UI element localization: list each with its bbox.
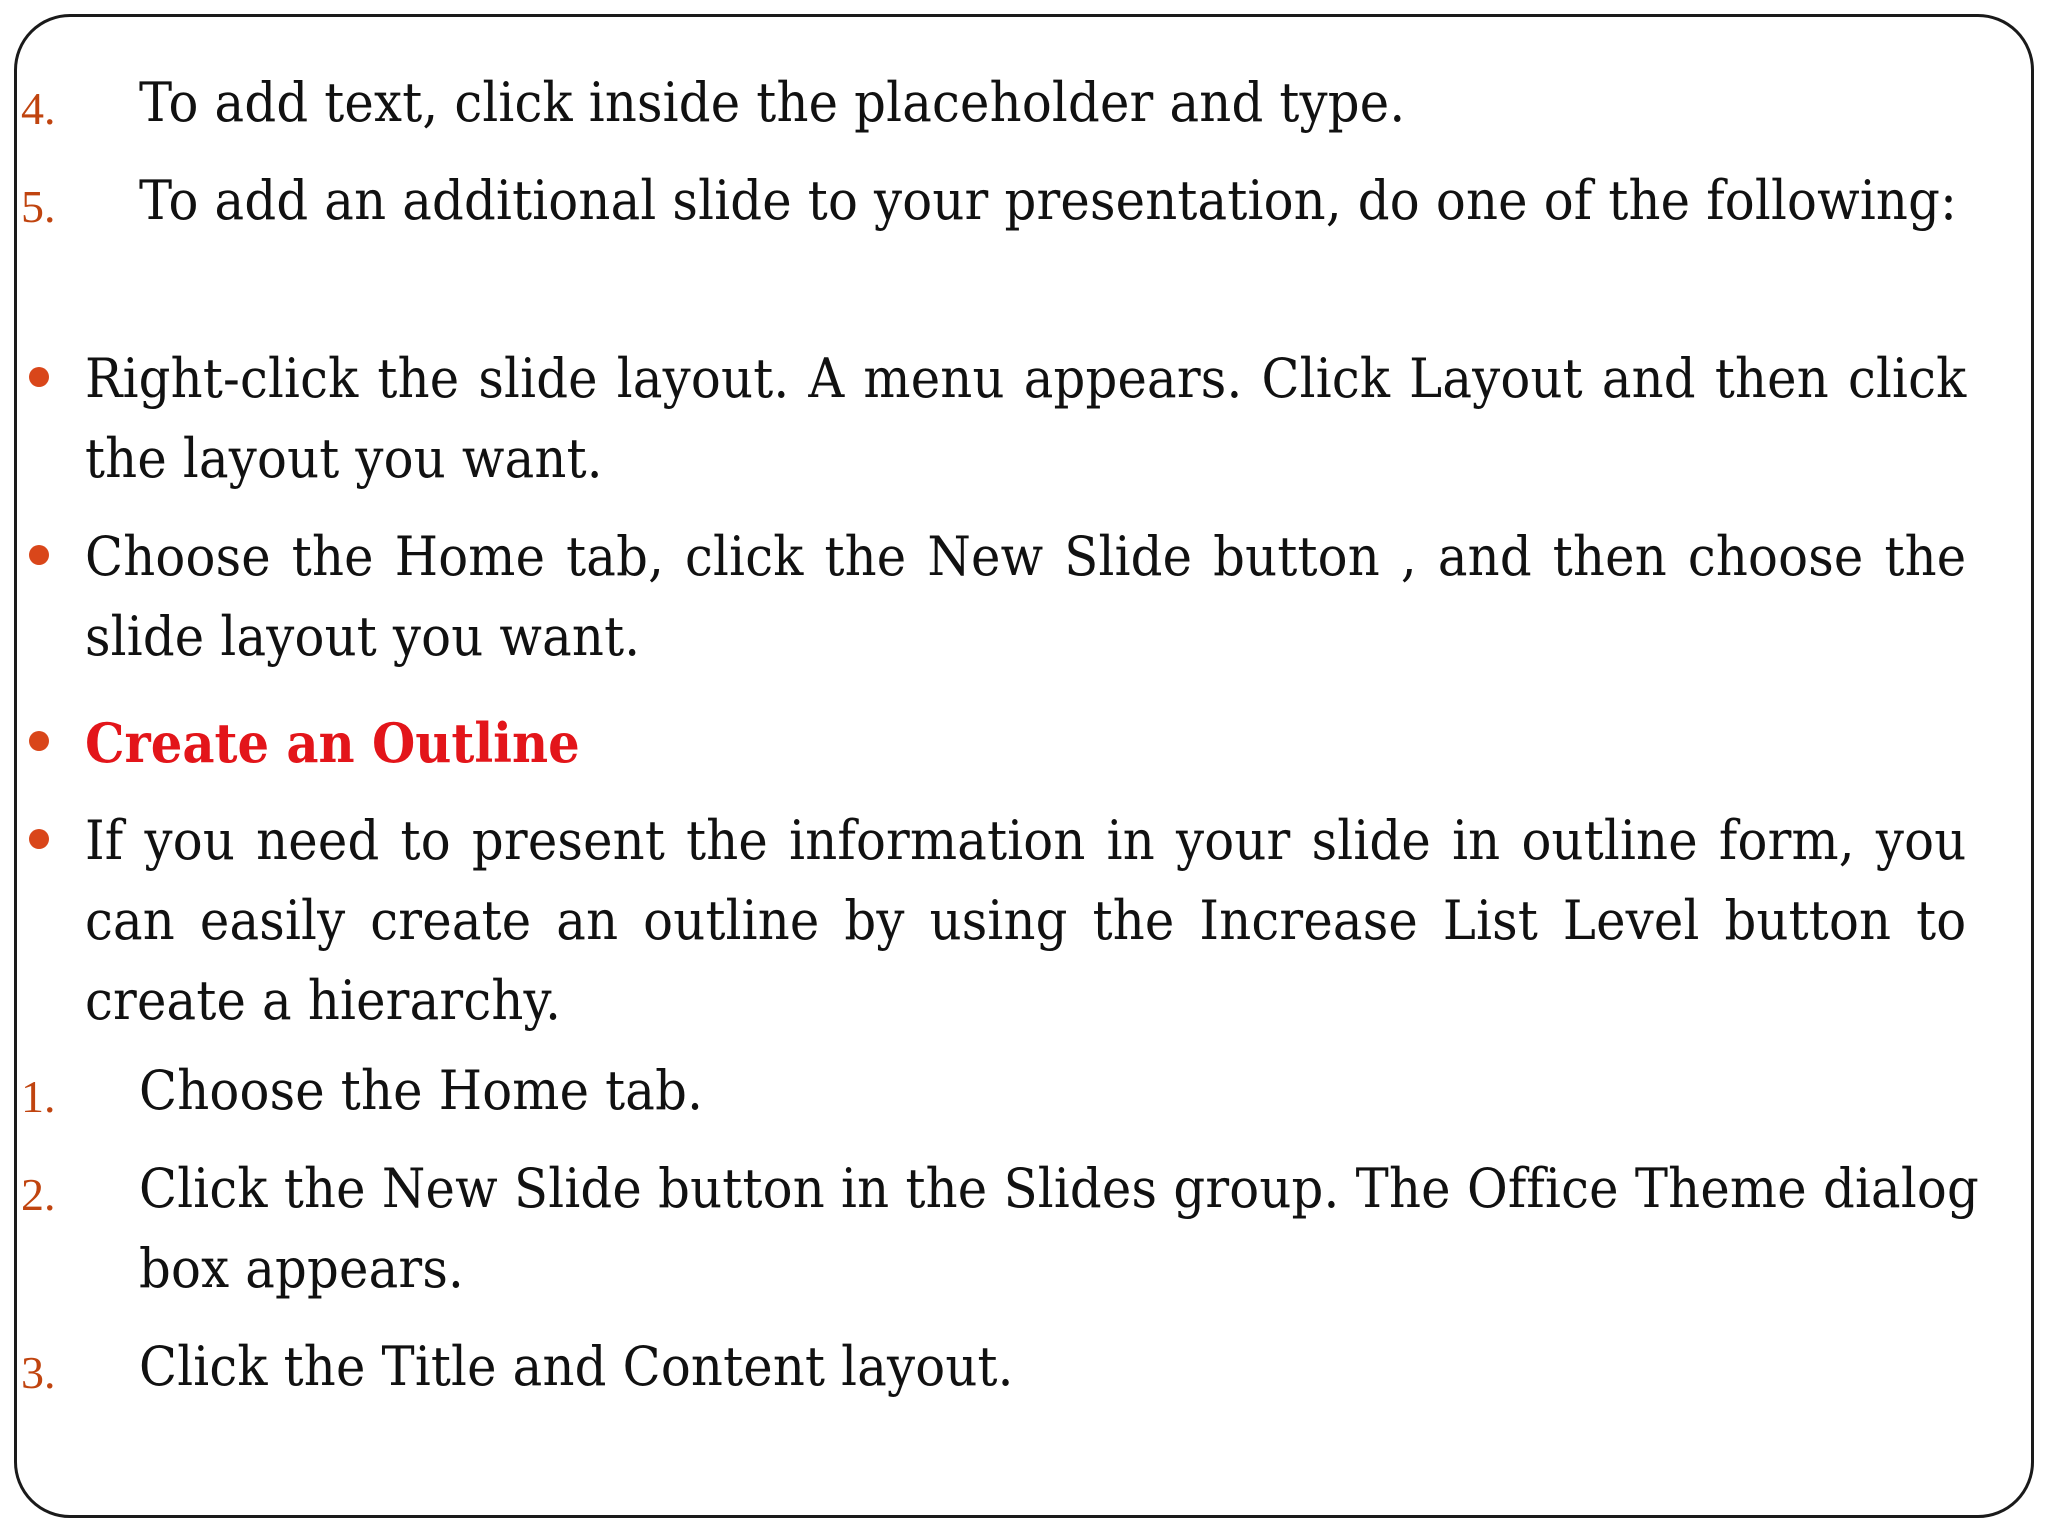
list-item: Right-click the slide layout. A menu appears. Click Layout and then click the layout you want. (85, 347, 1967, 490)
list-item: To add text, click inside the placeholder and type. (139, 71, 1406, 134)
bullet-icon (29, 731, 49, 751)
list-item: Click the Title and Content layout. (139, 1335, 1014, 1398)
bullet-icon (29, 367, 49, 387)
list-item: Choose the Home tab. (139, 1059, 704, 1122)
list-number: 5. (21, 181, 56, 232)
section-heading: Create an Outline (85, 711, 580, 775)
bullet-icon (29, 545, 49, 565)
list-item: Choose the Home tab, click the New Slide button , and then choose the slide layout you want. (85, 525, 1967, 668)
list-number: 4. (21, 83, 56, 134)
list-item: To add an additional slide to your presentation, do one of the following: (139, 169, 1958, 232)
list-number: 2. (21, 1169, 56, 1220)
list-number: 1. (21, 1071, 56, 1122)
list-number: 3. (21, 1347, 56, 1398)
list-item: Click the New Slide button in the Slides group. The Office Theme dialog box appears. (139, 1157, 1979, 1300)
bullet-icon (29, 829, 49, 849)
slide-frame (14, 14, 2034, 1518)
list-item: If you need to present the information in your slide in outline form, you can easily create an outline by using the Increase List Level button to create a hierarchy. (85, 809, 1967, 1032)
